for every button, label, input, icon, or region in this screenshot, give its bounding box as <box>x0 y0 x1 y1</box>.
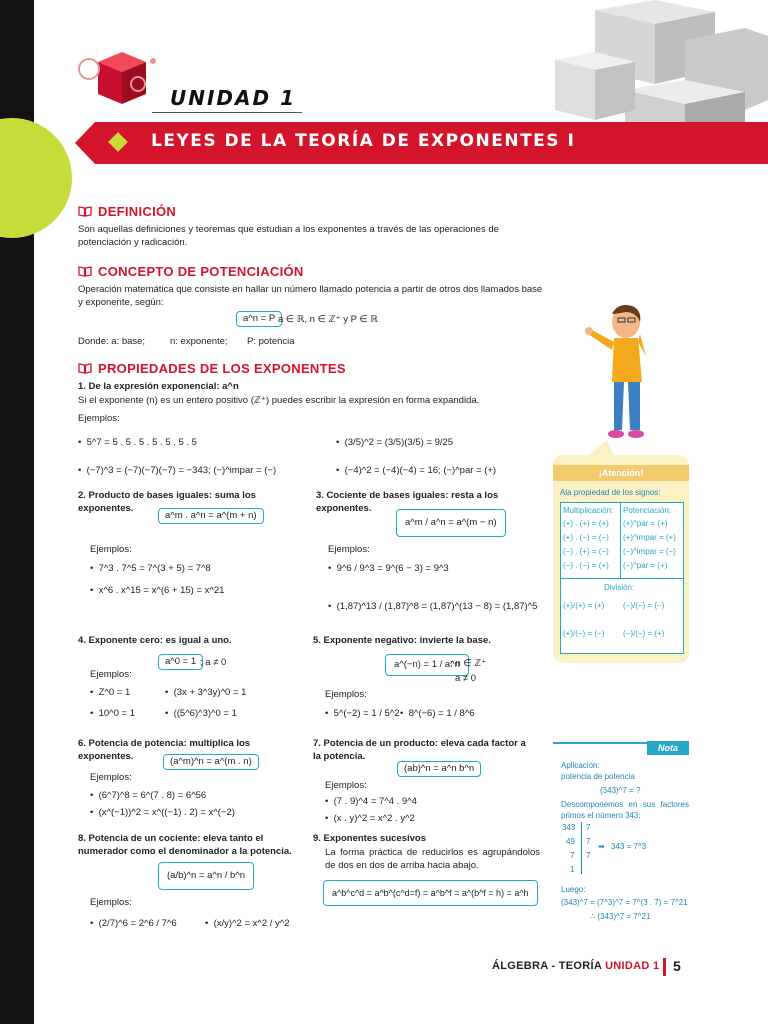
prop5-title: 5. Exponente negativo: invierte la base. <box>313 635 491 646</box>
prop7-formula-box: (ab)^n = a^n b^n <box>397 761 481 777</box>
prop4-ejemplos-label: Ejemplos: <box>90 669 132 680</box>
prop8-example-1: • (2/7)^6 = 2^6 / 7^6 <box>90 918 177 929</box>
factor-left: 7 <box>570 851 575 860</box>
dot-decoration <box>150 58 156 64</box>
prop6-example-1: • (6^7)^8 = 6^(7 . 8) = 6^56 <box>90 790 207 801</box>
prop9-title: 9. Exponentes sucesivos <box>313 833 426 844</box>
page-number: 5 <box>673 958 681 974</box>
div-row: (+)/(−) = (−) <box>563 629 605 638</box>
factor-right: 7 <box>586 837 591 846</box>
prop7-title: 7. Potencia de un producto: eleva cada factor a la potencia. <box>313 738 526 762</box>
nota-subtitle: potencia de potencia <box>561 772 635 781</box>
arrow-icon: ➡ <box>598 842 605 851</box>
green-circle-decoration <box>0 118 72 238</box>
prop3-example-1: • 9^6 / 9^3 = 9^(6 − 3) = 9^3 <box>328 563 449 574</box>
prop2-example-1: • 7^3 . 7^5 = 7^(3 + 5) = 7^8 <box>90 563 211 574</box>
signs-table-vline <box>620 502 621 578</box>
mult-row: (+) . (+) = (+) <box>563 519 609 528</box>
donde-base: Donde: a: base; <box>78 336 146 347</box>
prop8-example-2: • (x/y)^2 = x^2 / y^2 <box>205 918 290 929</box>
prop3-ejemplos-label: Ejemplos: <box>328 544 370 555</box>
prop5-example-2: • 8^(−6) = 1 / 8^6 <box>400 708 475 719</box>
pot-row: (−)^par = (+) <box>623 561 668 570</box>
factor-divider <box>581 822 582 874</box>
nota-result-2: ∴ (343)^7 = 7^21 <box>590 912 651 921</box>
prop4-condition: ; a ≠ 0 <box>200 657 227 668</box>
definicion-text: Son aquellas definiciones y teoremas que estudian a los exponentes a través de las operaciones de potenciación y radicación. <box>78 224 499 248</box>
prop7-example-2: • (x . y)^2 = x^2 . y^2 <box>325 813 415 824</box>
book-icon <box>78 266 92 277</box>
prop6-example-2: • (x^(−1))^2 = x^((−1) . 2) = x^(−2) <box>90 807 235 818</box>
footer-label: ÁLGEBRA - TEORÍA UNIDAD 1 <box>492 960 660 972</box>
prop4-example-3: • 10^0 = 1 <box>90 708 136 719</box>
nota-question: (343)^7 = ? <box>600 786 641 795</box>
factor-left: 343 <box>562 823 576 832</box>
diamond-icon <box>108 132 128 152</box>
potenciacion-text: Operación matemática que consiste en hallar un número llamado potencia a partir de otros dos llamados base y exponente, según: <box>78 284 543 308</box>
footer-divider <box>663 958 666 976</box>
ring-decoration <box>78 58 100 80</box>
prop9-text: La forma práctica de reducirlos es agrupándolos de dos en dos de arriba hacia abajo. <box>325 847 540 871</box>
mult-heading: Multiplicación: <box>563 506 614 515</box>
prop4-example-4: • ((5^6)^3)^0 = 1 <box>165 708 237 719</box>
attention-title: ¡Atención! <box>553 465 689 481</box>
nota-luego: Luego: <box>561 885 586 894</box>
div-row: (−)/(−) = (+) <box>623 629 665 638</box>
prop5-formula-box: a^(−n) = 1 / a^n <box>385 654 469 676</box>
mult-row: (+) . (−) = (−) <box>563 533 609 542</box>
pot-heading: Potenciación: <box>623 506 672 515</box>
prop1-text: Si el exponente (n) es un entero positivo (ℤ⁺) puedes escribir la expresión en forma expandida. <box>78 395 480 406</box>
pot-row: (+)^par = (+) <box>623 519 668 528</box>
section-heading-propiedades: PROPIEDADES DE LOS EXPONENTES <box>78 361 346 376</box>
prop2-ejemplos-label: Ejemplos: <box>90 544 132 555</box>
prop4-title: 4. Exponente cero: es igual a uno. <box>78 635 232 646</box>
prop1-example-2: • (−7)^3 = (−7)(−7)(−7) = −343; (−)^impar = (−) <box>78 465 277 476</box>
signs-table-hline <box>560 578 684 579</box>
book-icon <box>78 363 92 374</box>
div-row: (−)/(−) = (−) <box>623 601 665 610</box>
ring-decoration <box>130 76 146 92</box>
potencia-conditions: a ∈ ℝ, n ∈ ℤ⁺ y P ∈ ℝ <box>278 314 378 325</box>
title-band <box>95 122 768 164</box>
donde-exponente: n: exponente; <box>170 336 228 347</box>
prop8-title: 8. Potencia de un cociente: eleva tanto el numerador como el denominador a la potencia. <box>78 833 292 857</box>
nota-tab: Nota <box>647 741 689 755</box>
pot-row: (+)^impar = (+) <box>623 533 676 542</box>
prop1-example-3: • (3/5)^2 = (3/5)(3/5) = 9/25 <box>336 437 454 448</box>
prop8-formula-box: (a/b)^n = a^n / b^n <box>158 862 254 890</box>
mult-row: (−) . (+) = (−) <box>563 547 609 556</box>
prop9-formula-box: a^b^c^d = a^b^(c^d=f) = a^b^f = a^(b^f = h) = a^h <box>323 880 538 906</box>
section-heading-potenciacion: CONCEPTO DE POTENCIACIÓN <box>78 264 304 279</box>
prop3-title: 3. Cociente de bases iguales: resta a los exponentes. <box>316 490 499 514</box>
prop3-example-2: • (1,87)^13 / (1,87)^8 = (1,87)^(13 − 8) = (1,87)^5 <box>328 601 538 612</box>
prop1-title: 1. De la expresión exponencial: a^n <box>78 381 239 392</box>
prop2-title: 2. Producto de bases iguales: suma los exponentes. <box>78 490 256 514</box>
prop5-example-1: • 5^(−2) = 1 / 5^2 <box>325 708 400 719</box>
div-heading: División: <box>604 583 635 592</box>
prop7-example-1: • (7 . 9)^4 = 7^4 . 9^4 <box>325 796 417 807</box>
prop6-formula-box: (a^m)^n = a^(m . n) <box>163 754 259 770</box>
speech-pointer <box>585 440 615 458</box>
nota-result-1: (343)^7 = (7^3)^7 = 7^(3 . 7) = 7^21 <box>561 898 688 907</box>
nota-description: Descomponemos en sus factores primos el número 343: <box>561 800 689 820</box>
prop4-example-2: • (3x + 3^3y)^0 = 1 <box>165 687 247 698</box>
prop4-formula-box: a^0 = 1 <box>158 654 203 670</box>
mult-row: (−) . (−) = (+) <box>563 561 609 570</box>
prop2-formula-box: a^m . a^n = a^(m + n) <box>158 508 264 524</box>
potencia-formula-box: a^n = P <box>236 311 282 327</box>
title-band-arrow <box>75 122 95 164</box>
section-heading-definicion: DEFINICIÓN <box>78 204 176 219</box>
div-row: (+)/(+) = (+) <box>563 601 605 610</box>
prop1-example-1: • 5^7 = 5 . 5 . 5 . 5 . 5 . 5 . 5 <box>78 437 197 448</box>
prop3-formula-box: a^m / a^n = a^(m − n) <box>396 509 506 537</box>
prop2-example-2: • x^6 . x^15 = x^(6 + 15) = x^21 <box>90 585 225 596</box>
prop4-example-1: • Z^0 = 1 <box>90 687 131 698</box>
factor-left: 49 <box>566 837 575 846</box>
prop6-title: 6. Potencia de potencia: multiplica los exponentes. <box>78 738 251 762</box>
unit-label: UNIDAD 1 <box>170 86 296 110</box>
donde-potencia: P: potencia <box>247 336 295 347</box>
page-title: LEYES DE LA TEORÍA DE EXPONENTES I <box>151 131 576 151</box>
prop5-ejemplos-label: Ejemplos: <box>325 689 367 700</box>
prop1-example-4: • (−4)^2 = (−4)(−4) = 16; (−)^par = (+) <box>336 465 497 476</box>
prop6-ejemplos-label: Ejemplos: <box>90 772 132 783</box>
pot-row: (−)^impar = (−) <box>623 547 676 556</box>
attention-subtitle: Ala propiedad de los signos: <box>560 488 661 497</box>
prop5-condition-1: ; n ∈ ℤ⁺ <box>450 658 487 669</box>
prop5-condition-2: a ≠ 0 <box>455 673 477 684</box>
book-icon <box>78 206 92 217</box>
factor-result: 343 = 7^3 <box>611 842 647 851</box>
factor-right: 7 <box>586 823 591 832</box>
prop1-ejemplos-label: Ejemplos: <box>78 413 120 424</box>
factor-right: 7 <box>586 851 591 860</box>
prop7-ejemplos-label: Ejemplos: <box>325 780 367 791</box>
factor-left: 1 <box>570 865 575 874</box>
student-character-illustration <box>578 300 673 445</box>
prop8-ejemplos-label: Ejemplos: <box>90 897 132 908</box>
nota-aplicacion: Aplicación: <box>561 761 600 770</box>
